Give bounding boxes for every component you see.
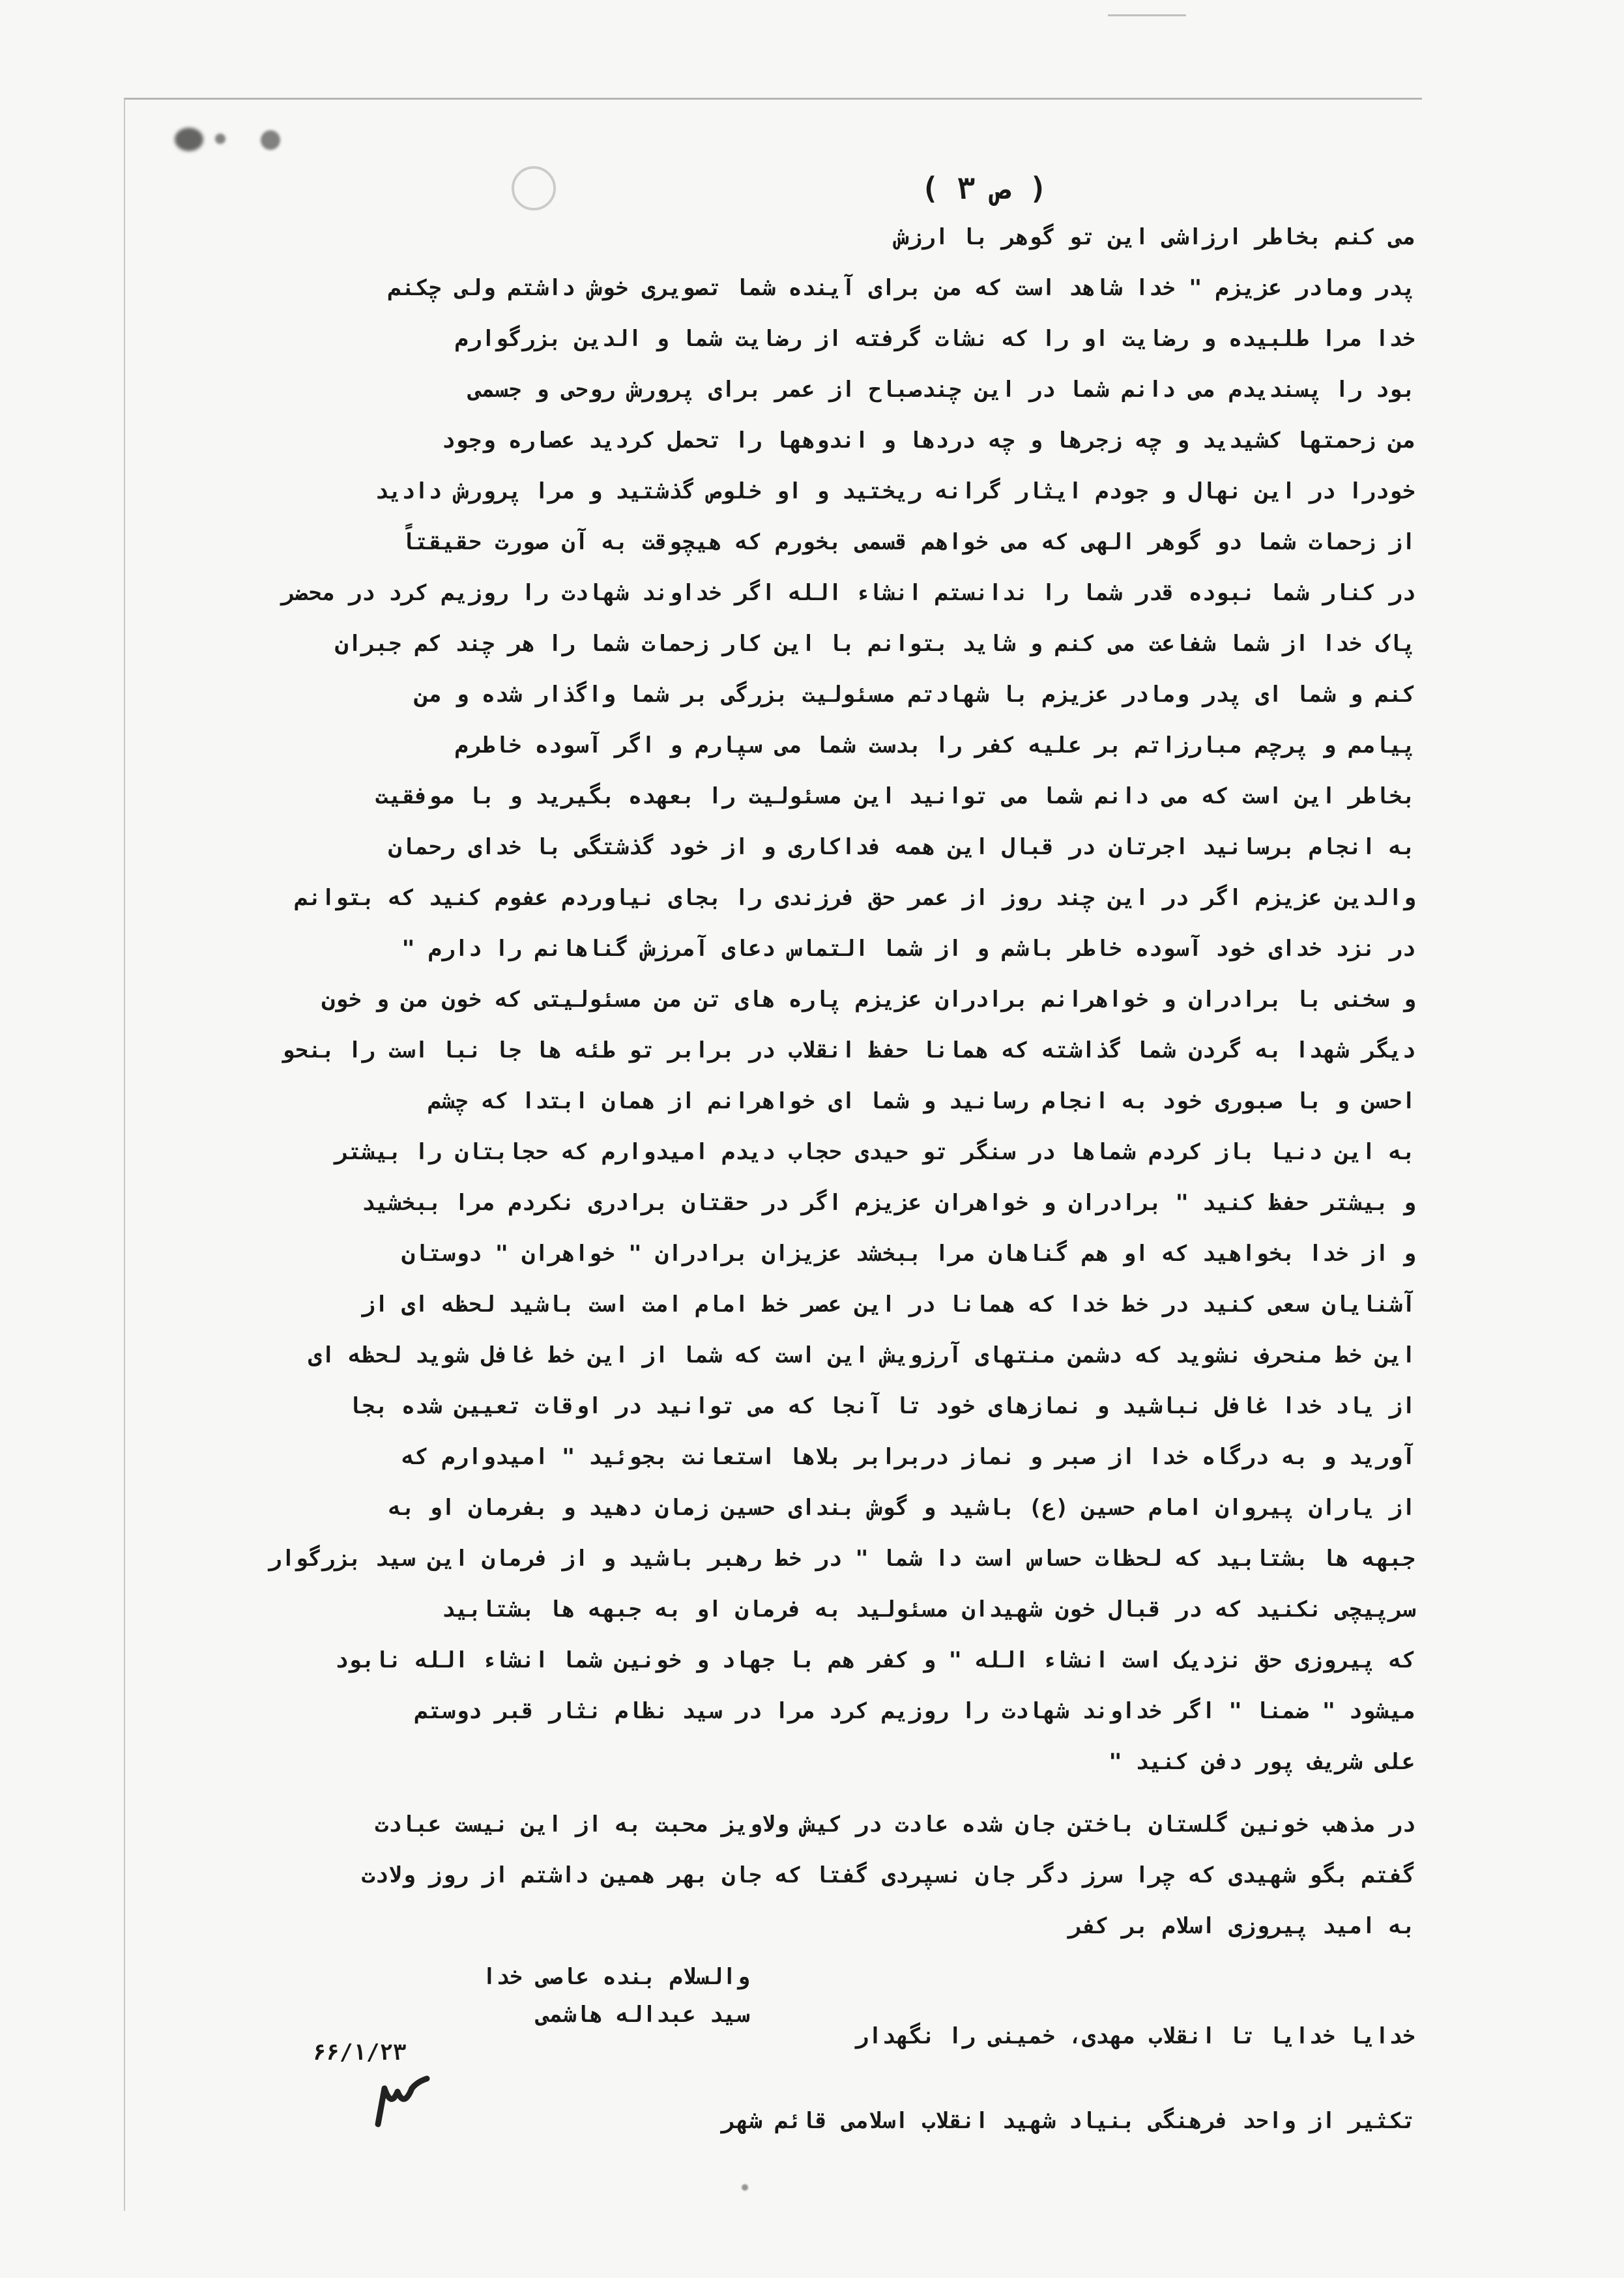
letter-line: که پیروزی حق نزدیک است انشاء الله " و کفر هم با جهاد و خونین شما انشاء الله نابود: [334, 1647, 1415, 1673]
letter-line: سرپیچی نکنید که در قبال خون شهیدان مسئولید به فرمان او به جبهه ها بشتابید: [441, 1596, 1415, 1622]
poem-line: در مذهب خونین گلستان باختن جان شده عادت در کیش ولاویز محبت به از این نیست عبادت: [375, 1811, 1415, 1838]
letter-line: پاک خدا از شما شفاعت می کنم و شاید بتوانم با این کار زحمات شما را هر چند کم جبران: [334, 631, 1415, 657]
letter-line: آشنایان سعی کنید در خط خدا که همانا در این عصر خط امام امت است باشید لحظه ای از: [361, 1291, 1415, 1318]
letter-line: به انجام برسانید اجرتان در قبال این همه فداکاری و از خود گذشتگی با خدای رحمان: [388, 834, 1415, 860]
letter-line: می کنم بخاطر ارزاشی این تو گوهر با ارزش: [895, 224, 1415, 250]
signature-salutation: والسلام بنده عاصی خدا: [482, 1964, 749, 1990]
page-number: ( ص ۳ ): [921, 171, 1047, 206]
letter-line: میشود " ضمنا " اگر خداوند شهادت را روزیم کرد مرا در سید نظام نثار قبر دوستم: [414, 1698, 1415, 1724]
letter-line: خدا مرا طلبیده و رضایت او را که نشات گرفته از رضایت شما و الدین بزرگوارم: [455, 326, 1415, 352]
letter-line: و سخنی با برادران و خواهرانم برادران عزیزم پاره های تن من مسئولیتی که خون من و خون: [321, 987, 1415, 1013]
letter-line: این خط منحرف نشوید که دشمن منتهای آرزویش این است که شما از این خط غافل شوید لحظه ای: [308, 1342, 1415, 1368]
letter-line: علی شریف پور دفن کنید ": [1109, 1749, 1415, 1775]
letter-line: از یاد خدا غافل نباشید و نمازهای خود تا آنجا که می توانید در اوقات تعیین شده بجا: [348, 1393, 1415, 1419]
ink-blot: [215, 134, 225, 144]
letter-line: دیگر شهدا به گردن شما گذاشته که همانا حفظ انقلاب در برابر تو طئه ها جا نبا است را بنحو: [282, 1037, 1415, 1063]
signature-block: [293, 1958, 749, 2071]
letter-line: در نزد خدای خود آسوده خاطر باشم و از شما التماس دعای آمرزش گناهانم را دارم ": [401, 936, 1415, 962]
letter-line: بخاطر این است که می دانم شما می توانید این مسئولیت را بعهده بگیرید و با موفقیت: [375, 783, 1415, 809]
letter-line: پدر ومادر عزیزم " خدا شاهد است که من برای آینده شما تصویری خوش داشتم ولی چکنم: [388, 275, 1415, 301]
letter-line: از زحمات شما دو گوهر الهی که می خواهم قسمی بخورم که هیچوقت به آن صورت حقیقتاً: [401, 529, 1415, 555]
poem-line: به امید پیروزی اسلام بر کفر: [1068, 1913, 1415, 1939]
letter-line: و از خدا بخواهید که او هم گناهان مرا ببخشد عزیزان برادران " خواهران " دوستان: [401, 1241, 1415, 1267]
scan-edge-mark: [1108, 0, 1186, 16]
closing-prayer: خدایا خدایا تا انقلاب مهدی، خمینی را نگهدار: [855, 2023, 1415, 2049]
letter-body: [203, 212, 1415, 1952]
letter-line: من زحمتها کشیدید و چه زجرها و چه دردها و اندوهها را تحمل کردید عصاره وجود: [441, 427, 1415, 454]
letter-line: کنم و شما ای پدر ومادر عزیزم با شهادتم مسئولیت بزرگی بر شما واگذار شده و من: [414, 682, 1415, 708]
letter-line: والدین عزیزم اگر در این چند روز از عمر حق فرزندی را بجای نیاوردم عفوم کنید که بتوانم: [295, 885, 1415, 911]
poem-line: گفتم بگو شهیدی که چرا سرز دگر جان نسپردی گفتا که جان بهر همین داشتم از روز ولادت: [361, 1862, 1415, 1888]
ink-blot: [175, 128, 203, 151]
letter-line: بود را پسندیدم می دانم شما در این چندصباح از عمر برای پرورش روحی و جسمی: [468, 377, 1415, 403]
letter-line: خودرا در این نهال و جودم ایثار گرانه ریختید و او خلوص گذشتید و مرا پرورش دادید: [375, 478, 1415, 504]
letter-line: پیامم و پرچم مبارزاتم بر علیه کفر را بدست شما می سپارم و اگر آسوده خاطرم: [455, 732, 1415, 758]
letter-line: در کنار شما نبوده قدر شما را ندانستم انشاء الله اگر خداوند شهادت را روزیم کرد در محضر: [282, 580, 1415, 606]
letter-line: آورید و به درگاه خدا از صبر و نماز دربرابر بلاها استعانت بجوئید " امیدوارم که: [401, 1444, 1415, 1470]
letter-line: از یاران پیروان امام حسین (ع) باشید و گوش بندای حسین زمان دهید و بفرمان او به: [388, 1495, 1415, 1521]
letter-line: به این دنیا باز کردم شماها در سنگر تو حیدی حجاب دیدم امیدوارم که حجابتان را بیشتر: [334, 1139, 1415, 1165]
letter-line: احسن و با صبوری خود به انجام رسانید و شما ای خواهرانم از همان ابتدا که چشم: [428, 1088, 1415, 1114]
footer-note: تکثیر از واحد فرهنگی بنیاد شهید انقلاب اسلامی قائم شهر: [721, 2108, 1415, 2134]
signature-date: ۶۶/۱/۲۳: [313, 2040, 407, 2066]
ink-blot: [742, 2184, 748, 2191]
letter-line: و بیشتر حفظ کنید " برادران و خواهران عزیزم اگر در حقتان برادری نکردم مرا ببخشید: [361, 1190, 1415, 1216]
signature-name: سید عبداله هاشمی: [536, 2002, 749, 2028]
ink-blot: [261, 130, 280, 150]
punch-hole-mark: [512, 166, 556, 210]
letter-line: جبهه ها بشتابید که لحظات حساس است دا شما " در خط رهبر باشید و از فرمان این سید بزرگوار: [268, 1546, 1415, 1572]
